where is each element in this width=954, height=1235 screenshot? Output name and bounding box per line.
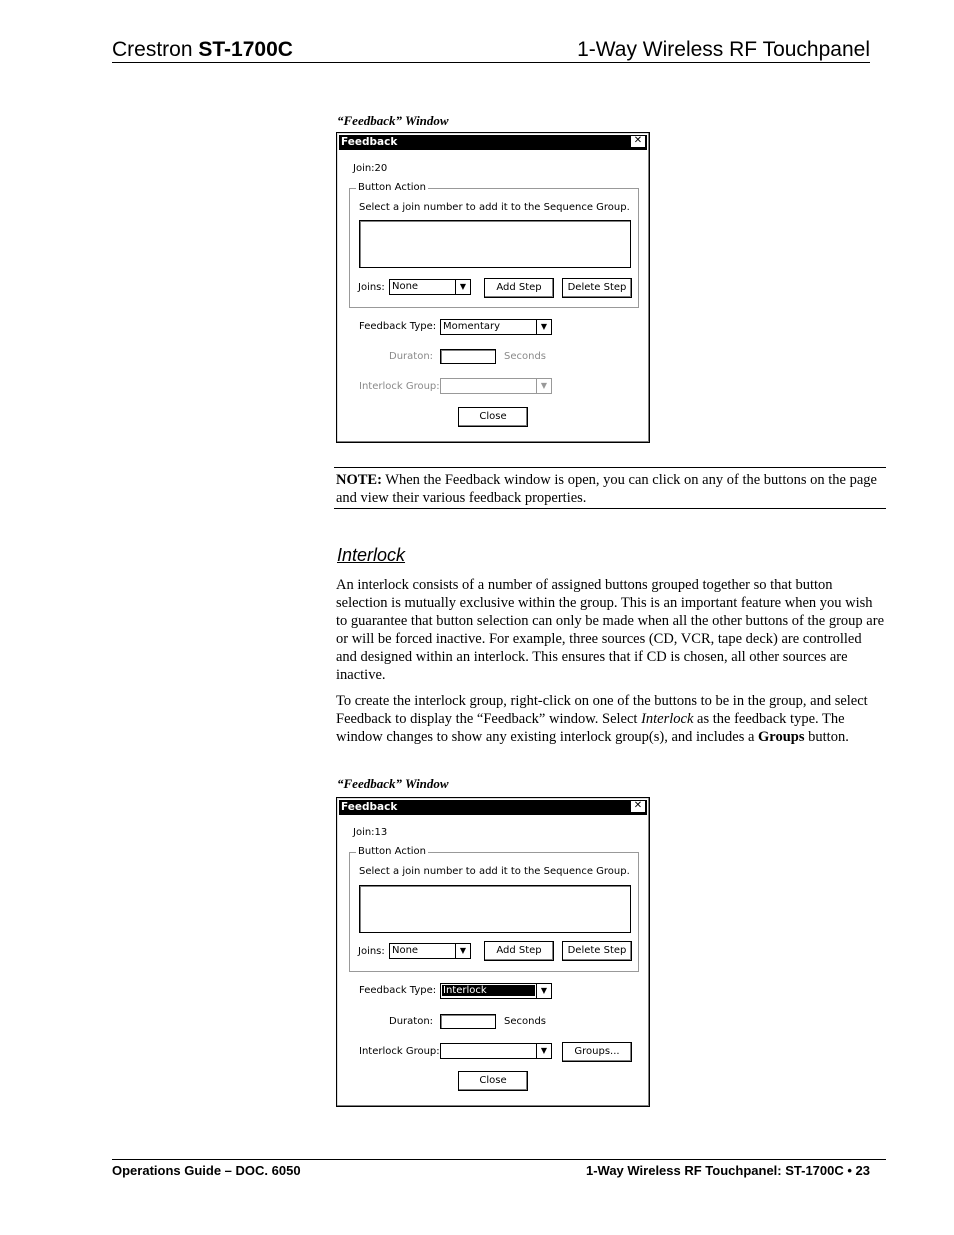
chevron-down-icon[interactable]: ▼ xyxy=(455,944,470,958)
feedback-type-value: Interlock xyxy=(442,985,535,996)
sequence-listbox[interactable] xyxy=(359,885,631,933)
close-button[interactable]: Close xyxy=(458,407,528,427)
groups-button[interactable]: Groups... xyxy=(562,1042,632,1062)
para2-text-b: as the feedback type. The window changes to show any existing interlock group(s), and includes a xyxy=(336,711,845,745)
para2-strong: Groups xyxy=(758,729,805,745)
chevron-down-icon[interactable]: ▼ xyxy=(455,280,470,294)
interlock-group-dropdown[interactable] xyxy=(440,378,552,394)
add-step-button[interactable]: Add Step xyxy=(484,278,554,298)
interlock-group-label: Interlock Group: xyxy=(359,1046,440,1057)
close-x-icon[interactable]: ✕ xyxy=(630,135,646,148)
chevron-down-icon[interactable]: ▼ xyxy=(536,379,551,393)
interlock-group-label: Interlock Group: xyxy=(359,381,440,392)
chevron-down-icon[interactable]: ▼ xyxy=(536,320,551,334)
interlock-group-dropdown[interactable] xyxy=(440,1043,552,1059)
dialog-title: Feedback xyxy=(341,801,398,813)
header-model: ST-1700C xyxy=(198,38,293,61)
joins-label: Joins: xyxy=(358,946,385,957)
feedback-type-dropdown[interactable] xyxy=(440,319,552,335)
delete-step-button[interactable]: Delete Step xyxy=(562,941,632,961)
dialog-title-bar xyxy=(339,135,647,150)
footer-rule xyxy=(112,1159,886,1160)
seconds-label: Seconds xyxy=(504,1016,547,1027)
dialog-title: Feedback xyxy=(341,136,398,148)
section-heading: Interlock xyxy=(337,545,406,565)
feedback-type-label: Feedback Type: xyxy=(359,985,437,996)
join-label: Join:20 xyxy=(353,163,388,174)
note-block xyxy=(336,471,884,507)
interlock-paragraph-1: An interlock consists of a number of assigned buttons grouped together so that button selection is mutually exclusive within the group. This is an important feature when you wish to guarantee that button selection can only be made when all the other buttons of the group are or will be forced inactive. For example, three sources (CD, VCR, tape deck) are controlled and designed within an interlock. This ensures that if CD is chosen, all other sources are inactive. xyxy=(336,577,885,683)
seconds-label: Seconds xyxy=(504,351,547,362)
footer-doc: Operations Guide – DOC. 6050 xyxy=(112,1163,301,1178)
sequence-listbox[interactable] xyxy=(359,220,631,268)
feedback-type-dropdown[interactable] xyxy=(440,983,552,999)
header-brand: Crestron xyxy=(112,38,193,61)
instruction-text: Select a join number to add it to the Sequence Group. xyxy=(359,202,630,213)
note-rule-top xyxy=(334,467,886,468)
delete-step-button[interactable]: Delete Step xyxy=(562,278,632,298)
close-button[interactable]: Close xyxy=(458,1071,528,1091)
note-text: When the Feedback window is open, you can click on any of the buttons on the page and view their various feedback properties. xyxy=(336,472,877,506)
close-x-icon[interactable]: ✕ xyxy=(630,800,646,813)
joins-value: None xyxy=(392,281,419,292)
header-title xyxy=(112,38,293,62)
joins-value: None xyxy=(392,945,419,956)
duration-input[interactable] xyxy=(440,349,496,364)
add-step-button[interactable]: Add Step xyxy=(484,941,554,961)
chevron-down-icon[interactable]: ▼ xyxy=(536,1044,551,1058)
duration-label: Duraton: xyxy=(389,1016,434,1027)
para2-emphasis: Interlock xyxy=(641,711,694,727)
note-label: NOTE: xyxy=(336,472,382,488)
chevron-down-icon[interactable]: ▼ xyxy=(536,984,551,998)
duration-input[interactable] xyxy=(440,1014,496,1029)
instruction-text: Select a join number to add it to the Sequence Group. xyxy=(359,866,630,877)
interlock-paragraph-2 xyxy=(336,692,884,746)
button-action-legend: Button Action xyxy=(358,846,426,857)
figure2-caption: “Feedback” Window xyxy=(337,776,449,791)
footer-page: 1-Way Wireless RF Touchpanel: ST-1700C • 23 xyxy=(585,1163,870,1178)
note-rule-bottom xyxy=(334,508,886,509)
feedback-type-label: Feedback Type: xyxy=(359,321,437,332)
para2-text-c: button. xyxy=(804,729,849,745)
figure1-caption: “Feedback” Window xyxy=(337,113,449,128)
button-action-legend: Button Action xyxy=(358,182,426,193)
para2-text-a: To create the interlock group, right-click on one of the buttons to be in the group, and select Feedback to display the “Feedback” window. Select xyxy=(336,693,868,727)
dialog-title-bar xyxy=(339,800,647,815)
header-product: 1-Way Wireless RF Touchpanel xyxy=(577,38,870,61)
feedback-type-value: Momentary xyxy=(443,321,501,332)
header-rule xyxy=(112,62,870,63)
feedback-dialog-1 xyxy=(336,132,650,443)
joins-label: Joins: xyxy=(358,282,385,293)
duration-label: Duraton: xyxy=(389,351,434,362)
feedback-dialog-2 xyxy=(336,797,650,1107)
joins-dropdown[interactable] xyxy=(389,279,471,295)
joins-dropdown[interactable] xyxy=(389,943,471,959)
join-label: Join:13 xyxy=(353,827,388,838)
